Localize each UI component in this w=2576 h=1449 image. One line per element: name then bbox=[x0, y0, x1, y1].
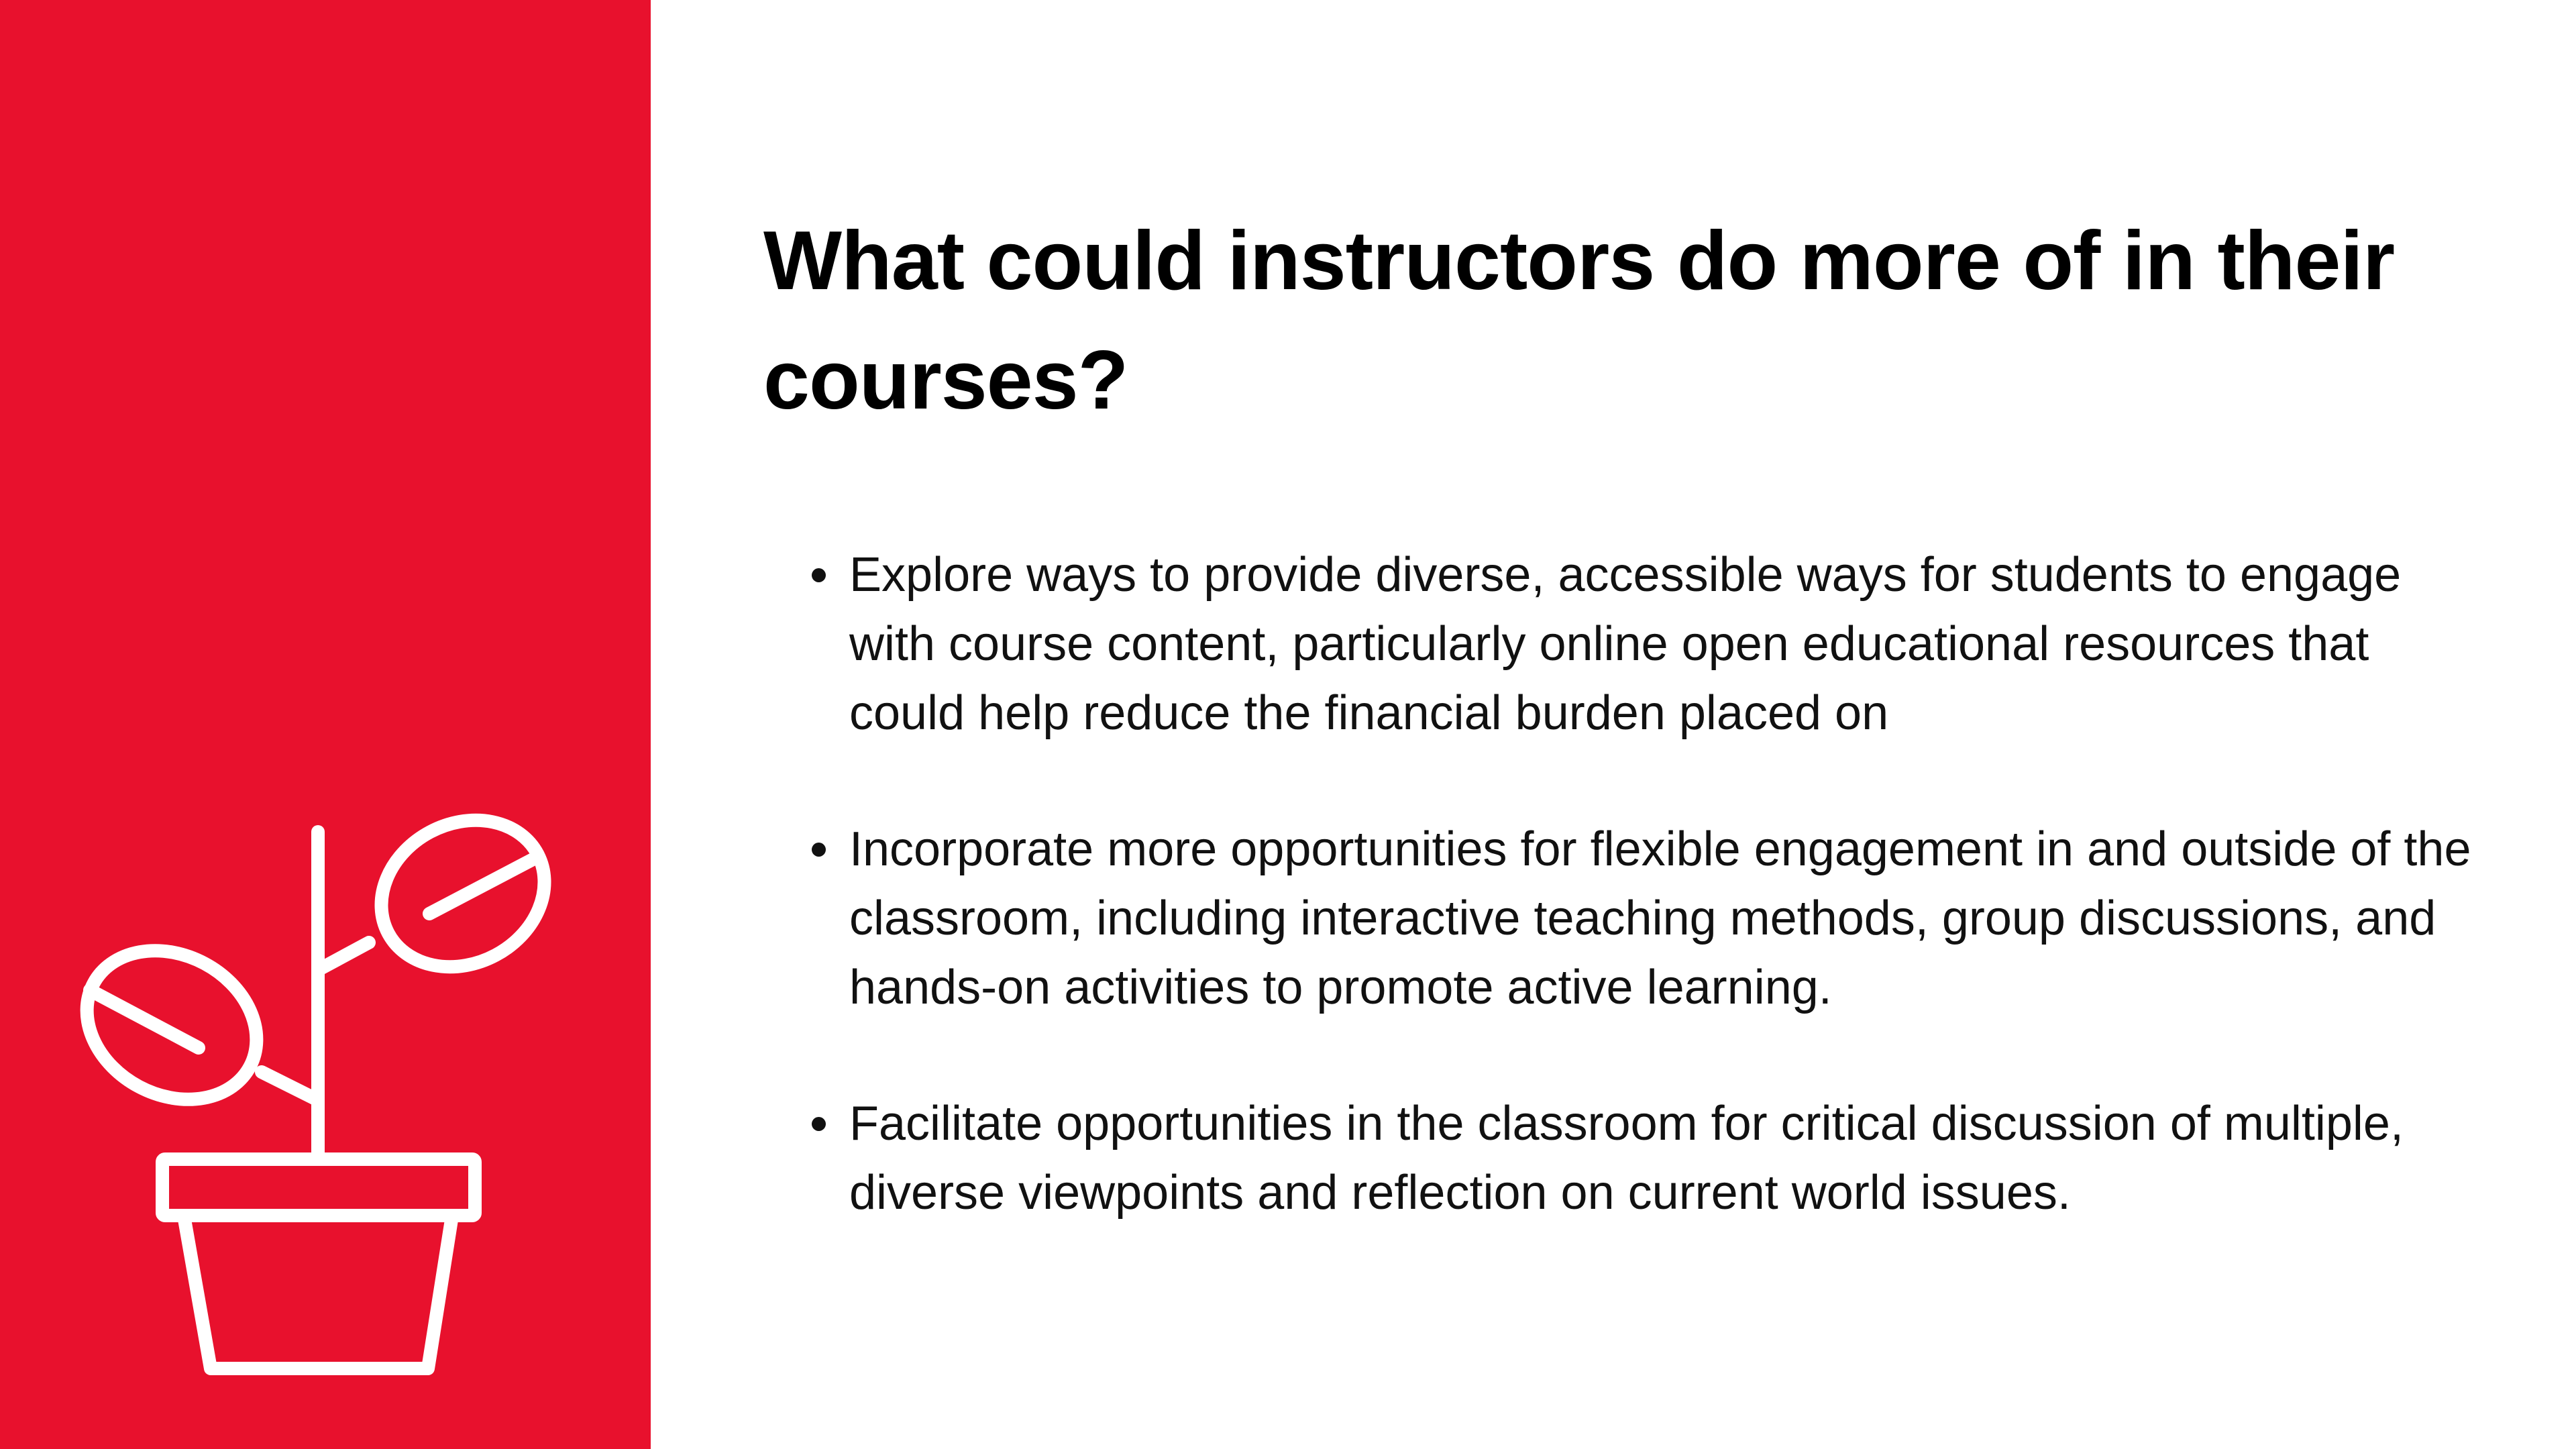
accent-side-panel bbox=[0, 0, 651, 1449]
bullet-item bbox=[763, 815, 2481, 1022]
bullet-dot-icon bbox=[812, 1117, 826, 1131]
bullet-text: Incorporate more opportunities for flexible engagement in and outside of the classroom, including interactive teaching methods, group discussions, and hands-on activities to promote active learning. bbox=[849, 822, 2471, 1014]
slide-title: What could instructors do more of in their courses? bbox=[763, 215, 2395, 427]
potted-plant-icon bbox=[67, 805, 577, 1395]
bullet-item bbox=[763, 541, 2481, 748]
bullet-dot-icon bbox=[812, 843, 826, 857]
main-content bbox=[763, 201, 2481, 1295]
bullet-text: Explore ways to provide diverse, accessible ways for students to engage with course content, particularly online open educational resources that could help reduce the financial burden placed on bbox=[849, 548, 2402, 740]
bullet-text: Facilitate opportunities in the classroom for critical discussion of multiple, diverse viewpoints and reflection on current world issues. bbox=[849, 1097, 2404, 1220]
bullet-dot-icon bbox=[812, 568, 826, 582]
bullet-item bbox=[763, 1089, 2481, 1228]
bullet-list bbox=[763, 541, 2481, 1228]
